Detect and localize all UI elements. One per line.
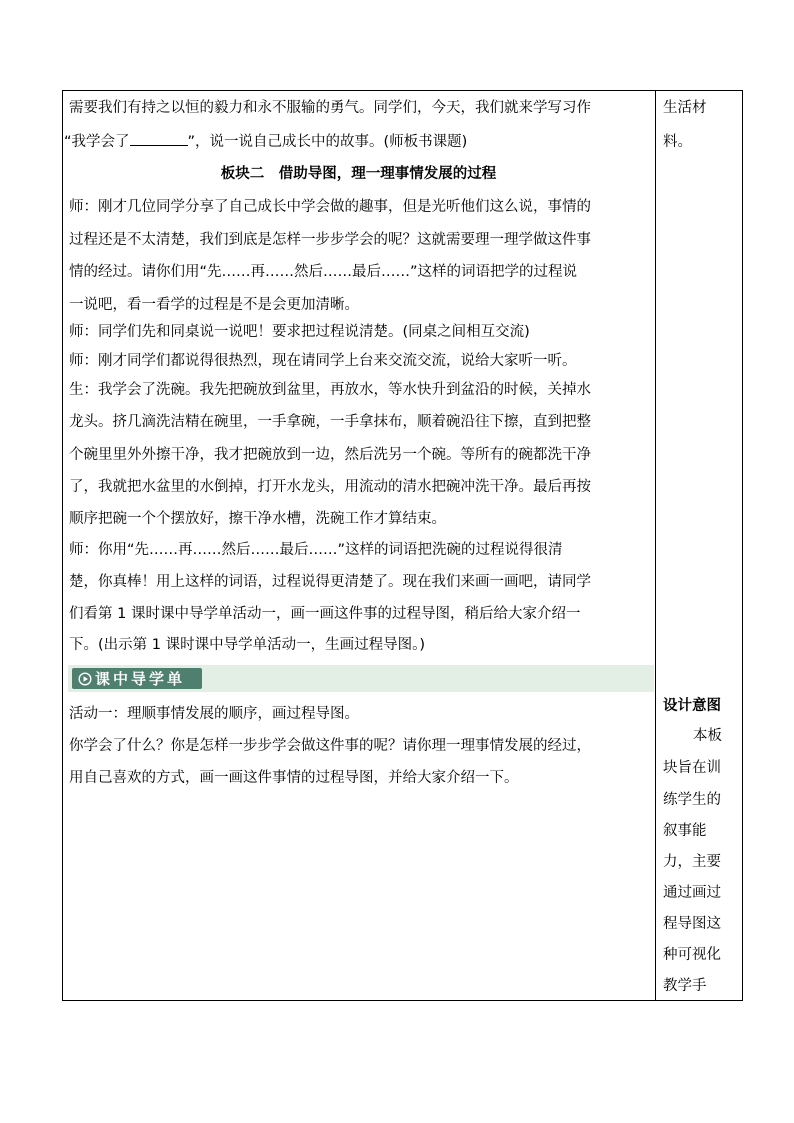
paragraph-line: 个碗里里外外擦干净，我才把碗放到一边，然后洗另一个碗。等所有的碗都洗干净: [69, 447, 591, 463]
design-intent-cell: [656, 90, 743, 1001]
paragraph-line: 过程还是不太清楚，我们到底是怎样一步步学会的呢？这就需要理一理学做这件事: [69, 232, 591, 248]
design-intent-line: 教学手: [663, 978, 707, 994]
paragraph-line: 师：刚才同学们都说得很热烈，现在请同学上台来交流交流，说给大家听一听。: [69, 353, 577, 369]
activity-line: 用自己喜欢的方式，画一画这件事情的过程导图，并给大家介绍一下。: [69, 770, 519, 786]
paragraph-line: 了，我就把水盆里的水倒掉，打开水龙头，用流动的清水把碗冲洗干净。最后再按: [69, 479, 591, 495]
design-intent-line: 力，主要: [663, 854, 721, 870]
guide-banner-label: 课中导学单: [95, 670, 186, 688]
intro-line-2: “我学会了 ”，说一说自己成长中的故事。(师板书课题): [64, 131, 467, 152]
title-blank: [130, 131, 188, 146]
design-intent-line: 块旨在训: [663, 760, 721, 776]
design-intent-line: 程导图这: [663, 916, 721, 932]
design-intent-line: 通过画过: [663, 885, 721, 901]
teaching-process-cell: [62, 90, 655, 1001]
activity-line: 你学会了什么？你是怎样一步步学会做这件事的呢？请你理一理事情发展的经过，: [69, 738, 591, 754]
side-note-line: 生活材: [663, 100, 707, 116]
design-intent-line: 练学生的: [663, 792, 721, 808]
paragraph-line: 师：你用“先……再……然后……最后……”这样的词语把洗碗的过程说得很清: [69, 542, 563, 558]
paragraph-line: 生：我学会了洗碗。我先把碗放到盆里，再放水，等水快升到盆沿的时候，关掉水: [69, 382, 591, 398]
section-heading: 板块二 借助导图，理一理事情发展的过程: [220, 166, 497, 182]
side-note-line: 料。: [663, 134, 692, 150]
paragraph-line: 们看第 1 课时课中导学单活动一，画一画这件事的过程导图，稍后给大家介绍一: [69, 606, 581, 622]
design-intent-line: 本板: [693, 728, 722, 744]
paragraph-line: 下。(出示第 1 课时课中导学单活动一，生画过程导图。): [69, 637, 426, 653]
paragraph-line: 情的经过。请你们用“先……再……然后……最后……”这样的词语把学的过程说: [69, 264, 578, 280]
paragraph-line: 龙头。挤几滴洗洁精在碗里，一手拿碗，一手拿抹布，顺着碗沿往下擦，直到把整: [69, 414, 591, 430]
design-intent-title: 设计意图: [663, 698, 721, 714]
paragraph-line: 师：同学们先和同桌说一说吧！要求把过程说清楚。(同桌之间相互交流): [69, 324, 530, 340]
activity-line: 活动一：理顺事情发展的顺序，画过程导图。: [69, 706, 359, 722]
guide-banner: [72, 668, 202, 689]
intro-line-1: 需要我们有持之以恒的毅力和永不服输的勇气。同学们，今天，我们就来学写习作: [69, 100, 591, 116]
paragraph-line: 师：刚才几位同学分享了自己成长中学会做的趣事，但是光听他们这么说，事情的: [69, 199, 591, 215]
paragraph-line: 顺序把碗一个个摆放好，擦干净水槽，洗碗工作才算结束。: [69, 511, 446, 527]
paragraph-line: 一说吧，看一看学的过程是不是会更加清晰。: [69, 297, 359, 313]
guide-banner-row: [68, 665, 654, 692]
design-intent-line: 叙事能: [663, 823, 707, 839]
play-circle-icon: [78, 672, 92, 686]
lesson-table: [62, 90, 743, 1001]
design-intent-line: 种可视化: [663, 947, 721, 963]
paragraph-line: 楚，你真棒！用上这样的词语，过程说得更清楚了。现在我们来画一画吧，请同学: [69, 574, 591, 590]
